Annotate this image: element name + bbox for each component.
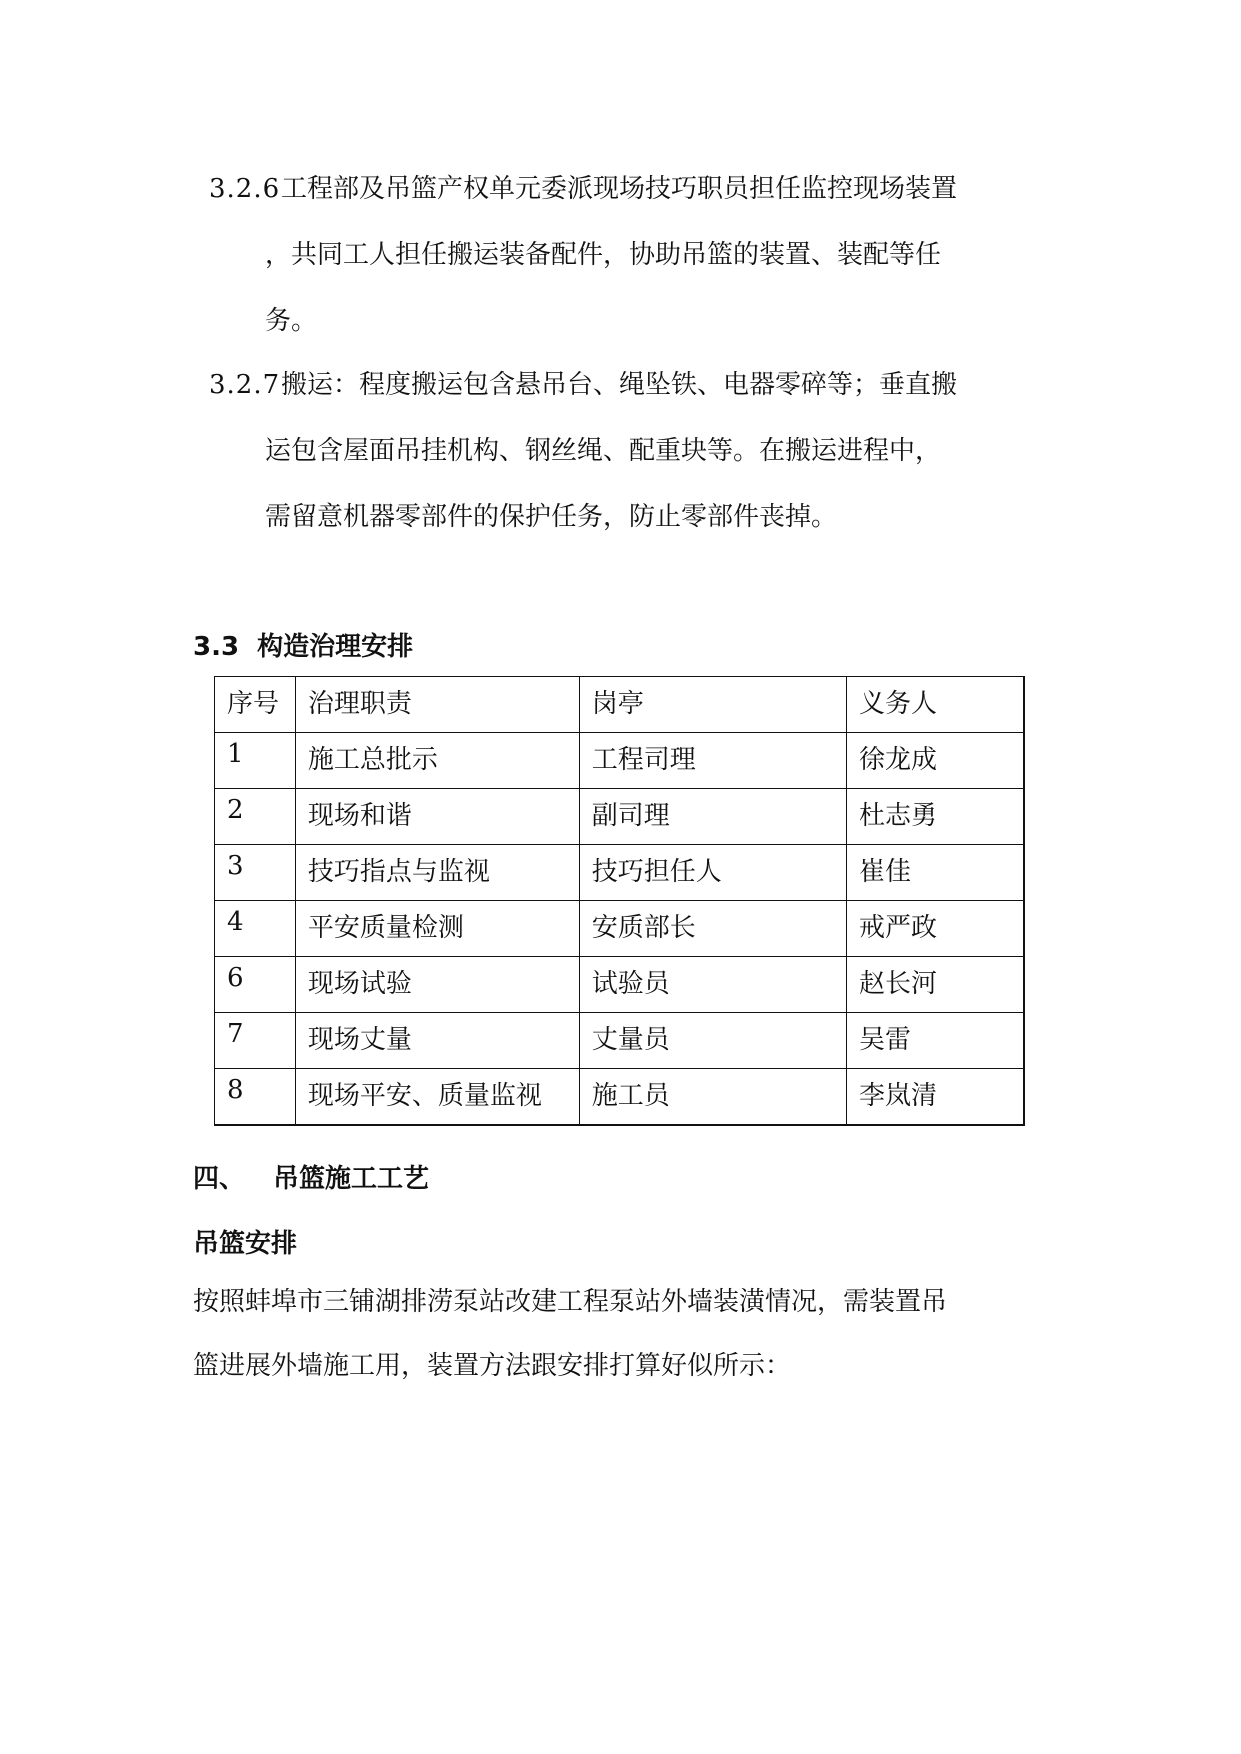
table-cell: 戒严政 xyxy=(846,901,1024,957)
table-cell: 现场试验 xyxy=(295,957,579,1013)
table-row xyxy=(215,1069,1025,1125)
table-row xyxy=(215,957,1025,1013)
item-text-line: 需留意机器零部件的保护任务，防止零部件丧掉。 xyxy=(265,502,838,532)
item-number: 3.2.6 xyxy=(209,174,281,204)
table-header-cell: 义务人 xyxy=(846,677,1024,733)
list-item-3-2-7 xyxy=(209,352,1049,550)
section-title: 构造治理安排 xyxy=(257,632,414,662)
table-cell: 施工总批示 xyxy=(295,733,579,789)
table-cell: 平安质量检测 xyxy=(295,901,579,957)
table-row xyxy=(215,1013,1025,1069)
table-row xyxy=(215,845,1025,901)
table-cell: 试验员 xyxy=(579,957,846,1013)
table-cell: 7 xyxy=(215,1013,296,1069)
section-heading-4 xyxy=(193,1158,429,1195)
table-cell: 吴雷 xyxy=(846,1013,1024,1069)
item-text-line: 务。 xyxy=(265,306,318,336)
table-cell: 现场丈量 xyxy=(295,1013,579,1069)
table-cell: 工程司理 xyxy=(579,733,846,789)
table-cell: 安质部长 xyxy=(579,901,846,957)
paragraph-line: 篮进展外墙施工用，装置方法跟安排打算好似所示： xyxy=(193,1351,792,1381)
table-cell: 技巧指点与监视 xyxy=(295,845,579,901)
organization-table xyxy=(214,676,1025,1126)
table-cell: 现场和谐 xyxy=(295,789,579,845)
table-cell: 4 xyxy=(215,901,296,957)
paragraph-line: 按照蚌埠市三铺湖排涝泵站改建工程泵站外墙装潢情况，需装置吊 xyxy=(193,1287,948,1317)
item-text-line: 运包含屋面吊挂机构、钢丝绳、配重块等。在搬运进程中， xyxy=(265,436,942,466)
table-row xyxy=(215,901,1025,957)
table-row xyxy=(215,733,1025,789)
list-item-3-2-6 xyxy=(209,156,1049,354)
table-cell: 6 xyxy=(215,957,296,1013)
item-text-line: 搬运：程度搬运包含悬吊台、绳坠铁、电器零碎等；垂直搬 xyxy=(281,370,958,400)
table-header-cell: 序号 xyxy=(215,677,296,733)
item-text-line: 工程部及吊篮产权单元委派现场技巧职员担任监控现场装置 xyxy=(281,174,958,204)
body-paragraph xyxy=(193,1270,1053,1398)
item-text-line: ，共同工人担任搬运装备配件，协助吊篮的装置、装配等任 xyxy=(265,240,942,270)
table-cell: 3 xyxy=(215,845,296,901)
table-cell: 丈量员 xyxy=(579,1013,846,1069)
table-header-cell: 治理职责 xyxy=(295,677,579,733)
table-cell: 李岚清 xyxy=(846,1069,1024,1125)
table-row xyxy=(215,789,1025,845)
table-cell: 赵长河 xyxy=(846,957,1024,1013)
item-number: 3.2.7 xyxy=(209,370,281,400)
table-cell: 副司理 xyxy=(579,789,846,845)
subheading: 吊篮安排 xyxy=(193,1229,298,1259)
table-cell: 现场平安、质量监视 xyxy=(295,1069,579,1125)
table-cell: 崔佳 xyxy=(846,845,1024,901)
table-cell: 1 xyxy=(215,733,296,789)
table-cell: 2 xyxy=(215,789,296,845)
table-cell: 技巧担任人 xyxy=(579,845,846,901)
table-cell: 施工员 xyxy=(579,1069,846,1125)
section-number: 3.3 xyxy=(193,632,240,662)
table-cell: 徐龙成 xyxy=(846,733,1024,789)
table-header-cell: 岗亭 xyxy=(579,677,846,733)
table-cell: 8 xyxy=(215,1069,296,1125)
section-number: 四、 xyxy=(193,1164,246,1194)
table-header-row xyxy=(215,677,1025,733)
section-heading-3-3 xyxy=(193,626,413,663)
table-cell: 杜志勇 xyxy=(846,789,1024,845)
section-title: 吊篮施工工艺 xyxy=(273,1164,430,1194)
